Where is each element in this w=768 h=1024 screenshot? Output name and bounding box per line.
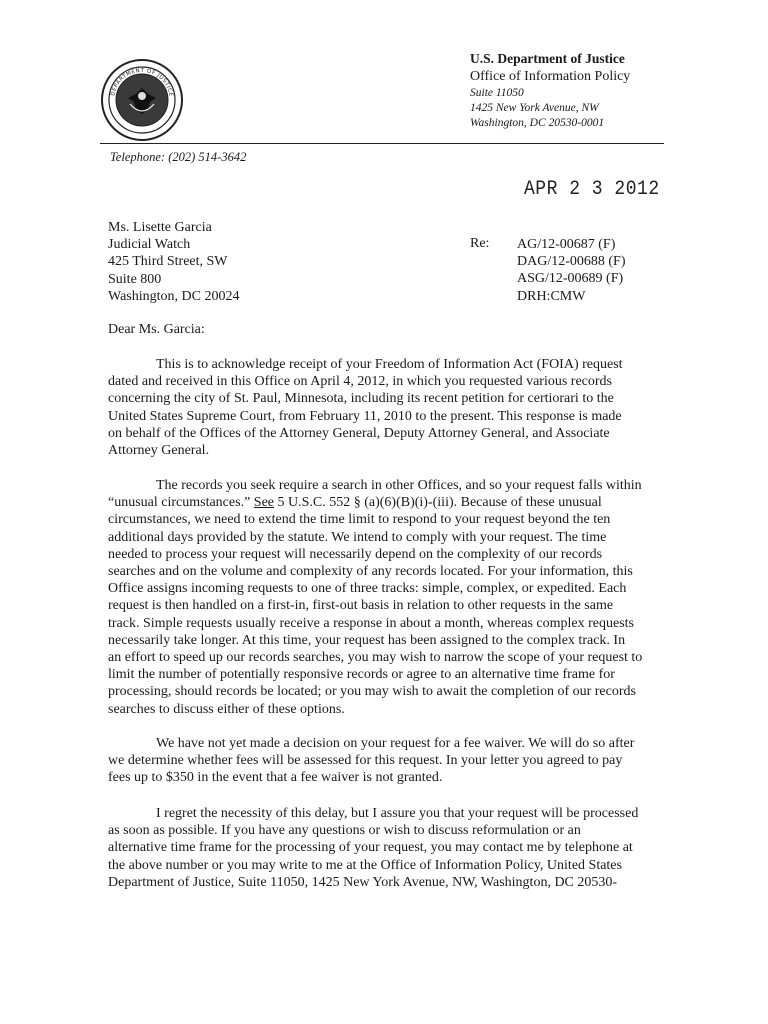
paragraph-line: This is to acknowledge receipt of your Freedom of Information Act (FOIA) request xyxy=(156,357,623,372)
body-paragraph-unusual-circumstances xyxy=(108,477,692,718)
paragraph-line: the above number or you may write to me at the Office of Information Policy, United States xyxy=(108,857,622,873)
office-city: Washington, DC 20530-0001 xyxy=(470,117,605,129)
citation-text: 5 U.S.C. 552 § (a)(6)(B)(i)-(iii). Because of these unusual xyxy=(274,495,602,511)
paragraph-line: we determine whether fees will be assessed for this request. In your letter you agreed to pay xyxy=(108,753,623,769)
body-paragraph-acknowledgement xyxy=(108,356,692,459)
reference-line: DAG/12-00688 (F) xyxy=(517,254,626,270)
paragraph-line: necessarily take longer. At this time, your request has been assigned to the complex track. In xyxy=(108,632,626,648)
reference-line: DRH:CMW xyxy=(517,288,586,304)
reference-list xyxy=(517,236,626,305)
paragraph-line: dated and received in this Office on April 4, 2012, in which you requested various records xyxy=(108,374,612,390)
office-name: Office of Information Policy xyxy=(470,69,631,84)
recipient-street: 425 Third Street, SW xyxy=(108,254,228,270)
telephone-line: Telephone: (202) 514-3642 xyxy=(110,150,247,164)
paragraph-line: needed to process your request will necessarily depend on the complexity of our records xyxy=(108,546,603,562)
paragraph-line: Office assigns incoming requests to one of three tracks: simple, complex, or expedited. Each xyxy=(108,581,627,597)
paragraph-line: concerning the city of St. Paul, Minnesota, including its recent petition for certiorari to the xyxy=(108,391,614,407)
paragraph-line: additional days provided by the statute. We intend to comply with your request. The time xyxy=(108,529,607,545)
paragraph-line: fees up to $350 in the event that a fee waiver is not granted. xyxy=(108,770,443,786)
recipient-address xyxy=(108,219,239,305)
paragraph-line: searches to discuss either of these options. xyxy=(108,701,345,717)
paragraph-line: We have not yet made a decision on your request for a fee waiver. We will do so after xyxy=(156,736,635,751)
paragraph-line: limit the number of potentially responsive records or agree to an alternative time frame for xyxy=(108,667,615,683)
paragraph-line: Attorney General. xyxy=(108,443,210,459)
recipient-city: Washington, DC 20024 xyxy=(108,288,240,304)
reference-line: ASG/12-00689 (F) xyxy=(517,271,624,287)
paragraph-line: request is then handled on a first-in, first-out basis in relation to other requests in the same xyxy=(108,598,614,614)
paragraph-line: as soon as possible. If you have any questions or wish to discuss reformulation or an xyxy=(108,823,581,839)
citation-text: “unusual circumstances.” xyxy=(108,495,254,511)
reference-line: AG/12-00687 (F) xyxy=(517,237,616,252)
recipient-suite: Suite 800 xyxy=(108,271,162,287)
reference-label: Re: xyxy=(470,236,490,251)
paragraph-line: track. Simple requests usually receive a response in about a month, whereas complex requests xyxy=(108,615,635,631)
office-suite: Suite 11050 xyxy=(470,87,524,99)
paragraph-line: I regret the necessity of this delay, but I assure you that your request will be processed xyxy=(156,806,639,821)
paragraph-line-citation xyxy=(108,494,692,511)
paragraph-line: searches and on the volume and complexity of any records located. For your information, this xyxy=(108,564,633,580)
date-stamp: APR 2 3 2012 xyxy=(524,178,660,201)
paragraph-line: an effort to speed up our records searches, you may wish to narrow the scope of your request to xyxy=(108,650,643,666)
seal-text: DEPARTMENT OF JUSTICE xyxy=(110,67,174,98)
recipient-organization: Judicial Watch xyxy=(108,237,191,253)
paragraph-line: on behalf of the Offices of the Attorney General, Deputy Attorney General, and Associate xyxy=(108,425,610,441)
letterhead xyxy=(470,50,750,131)
letterhead-divider xyxy=(100,143,664,144)
salutation: Dear Ms. Garcia: xyxy=(108,322,205,337)
paragraph-line: United States Supreme Court, from February 11, 2010 to the present. This response is made xyxy=(108,408,622,424)
paragraph-line: circumstances, we need to extend the time limit to respond to your request beyond the ten xyxy=(108,512,611,528)
body-paragraph-fee-waiver xyxy=(108,735,692,787)
paragraph-line: Department of Justice, Suite 11050, 1425 New York Avenue, NW, Washington, DC 20530- xyxy=(108,874,618,890)
paragraph-line: processing, should records be located; or you may wish to await the completion of our records xyxy=(108,684,636,700)
recipient-name: Ms. Lisette Garcia xyxy=(108,220,212,235)
department-name: U.S. Department of Justice xyxy=(470,51,625,66)
see-signal: See xyxy=(253,495,274,511)
office-street: 1425 New York Avenue, NW xyxy=(470,102,599,114)
paragraph-line: The records you seek require a search in other Offices, and so your request falls within xyxy=(156,478,642,493)
body-paragraph-delay xyxy=(108,805,692,891)
paragraph-line: alternative time frame for the processing of your request, you may contact me by telephone at xyxy=(108,840,633,856)
doj-seal-logo xyxy=(100,58,184,142)
